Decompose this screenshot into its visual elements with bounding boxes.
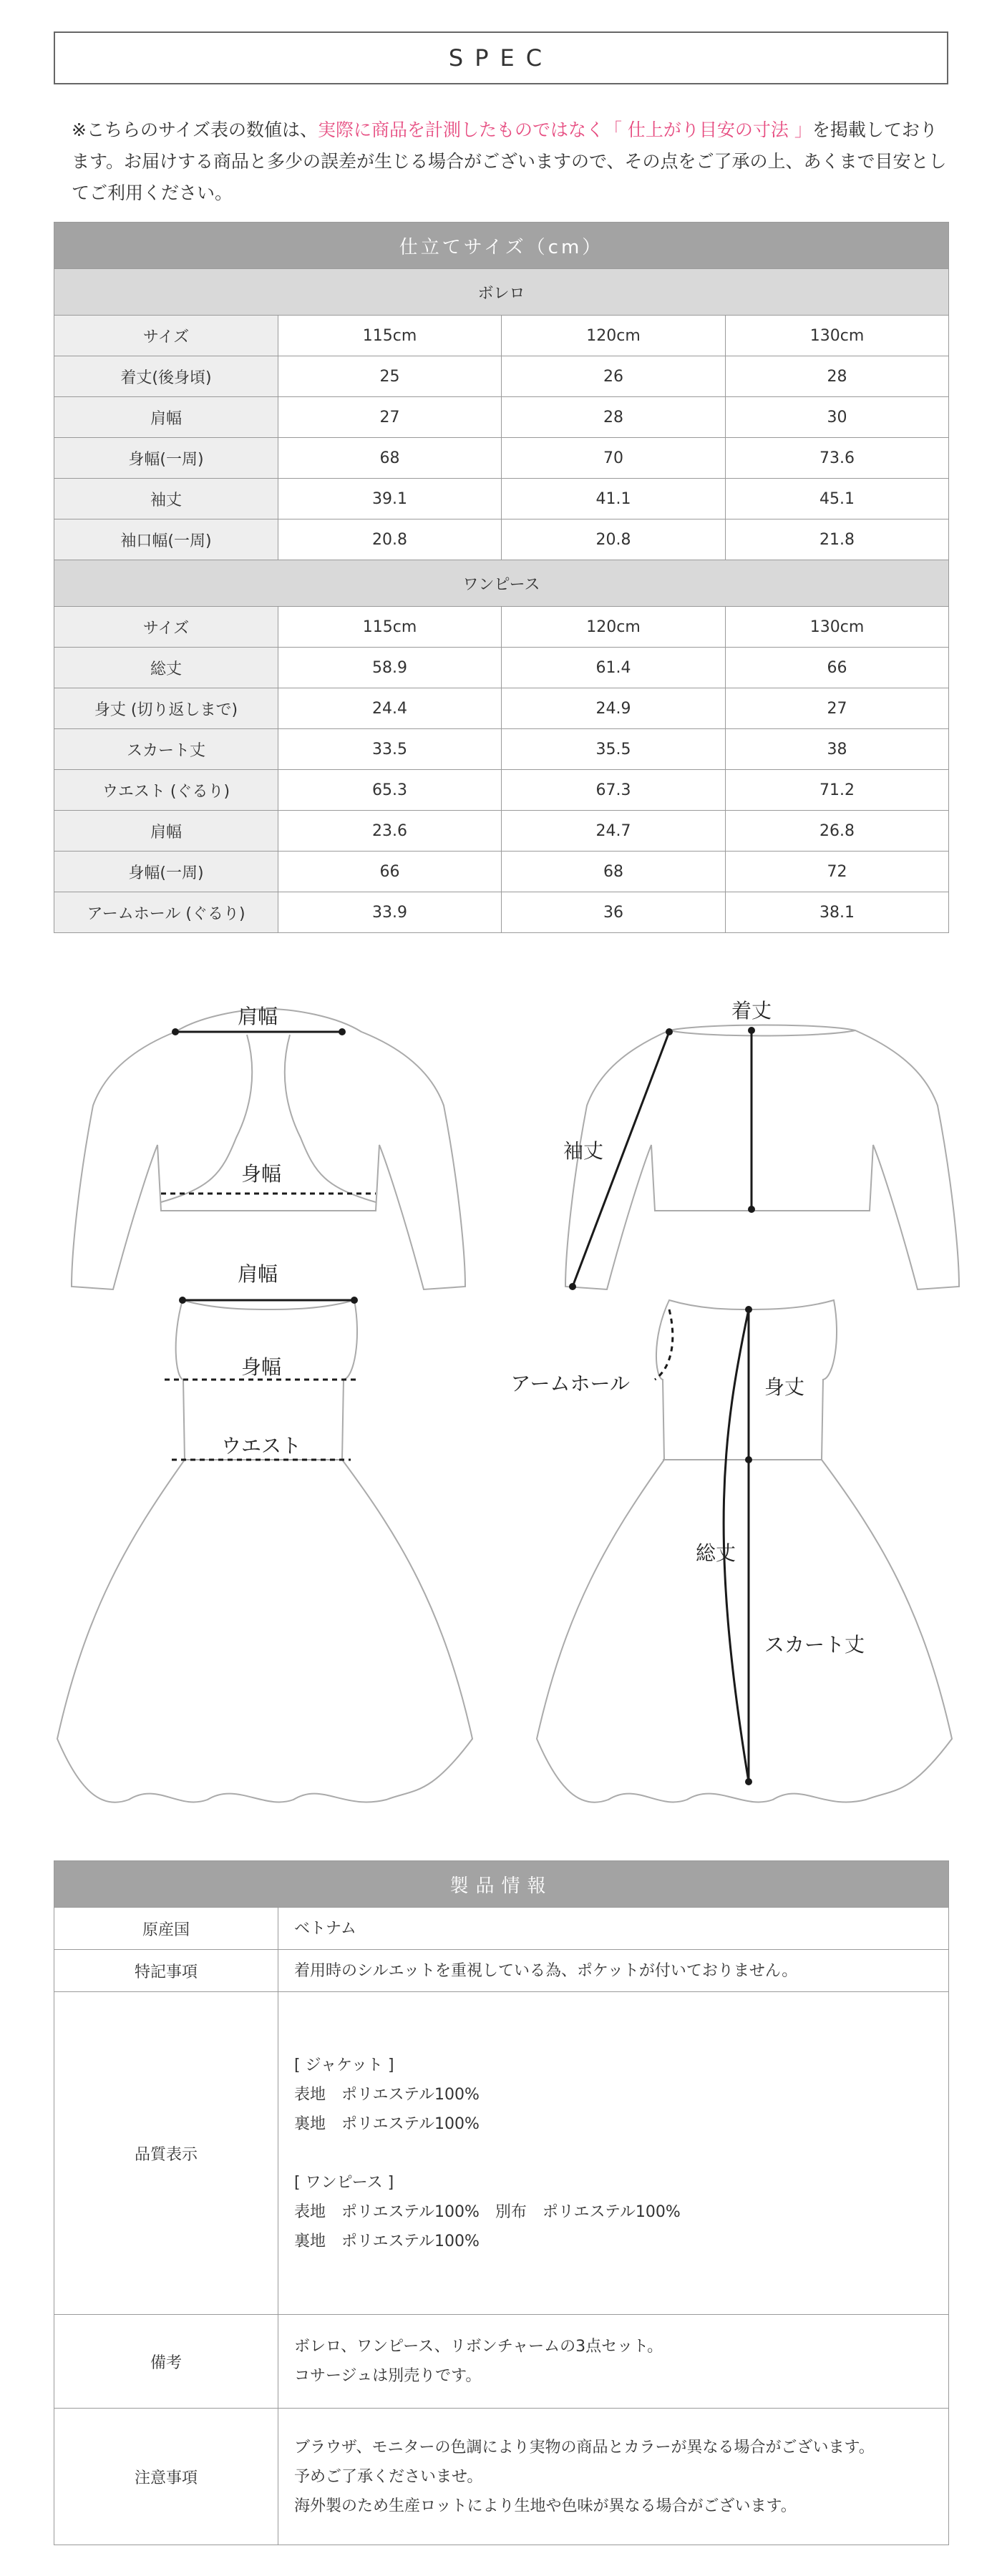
bolero-shoulder-label: 肩幅: [237, 1005, 278, 1028]
onepiece-row-label: スカート丈: [54, 729, 278, 770]
onepiece-row: [54, 729, 949, 770]
caution-row: [54, 2409, 949, 2545]
special-label: 特記事項: [54, 1950, 278, 1992]
onepiece-row: [54, 852, 949, 892]
bolero-section-title: ボレロ: [54, 269, 949, 316]
onepiece-cell: 24.7: [502, 811, 726, 852]
note-text-2: を掲載しております。お届けする商品と多少の誤差が生じる場合がございますので、その点をご了承の上、あくまで目安としてご利用ください。: [72, 119, 947, 203]
origin-label: 原産国: [54, 1908, 278, 1950]
bolero-front-neckline-right: [285, 1035, 376, 1202]
onepiece-row-label: 身丈 (切り返しまで): [54, 688, 278, 729]
remarks-row: [54, 2315, 949, 2409]
onepiece-row: [54, 811, 949, 852]
onepiece-row: [54, 648, 949, 688]
onepiece-cell: 26.8: [726, 811, 949, 852]
onepiece-cell: 66: [278, 852, 502, 892]
onepiece-cell: 58.9: [278, 648, 502, 688]
bolero-cell: 20.8: [502, 519, 726, 560]
note-text-1: ※こちらのサイズ表の数値は、: [72, 119, 318, 140]
bolero-row: [54, 438, 949, 479]
bolero-row-label: 肩幅: [54, 397, 278, 438]
caution-line: 予めご了承くださいませ。: [294, 2467, 483, 2486]
measurement-diagram: [0, 966, 1002, 1825]
bolero-size-115: 115cm: [278, 316, 502, 356]
bolero-cell: 28: [726, 356, 949, 397]
quality-dress-title: [ ワンピース ]: [294, 2173, 394, 2192]
onepiece-row: [54, 892, 949, 933]
onepiece-row-label: 身幅(一周): [54, 852, 278, 892]
onepiece-cell: 35.5: [502, 729, 726, 770]
dress-body-label: 身丈: [764, 1375, 805, 1399]
onepiece-cell: 67.3: [502, 770, 726, 811]
bolero-size-label: サイズ: [54, 316, 278, 356]
bolero-row: [54, 479, 949, 519]
onepiece-cell: 61.4: [502, 648, 726, 688]
bolero-width-label: 身幅: [240, 1162, 282, 1186]
caution-value: [278, 2409, 949, 2545]
bolero-row: [54, 519, 949, 560]
onepiece-row: [54, 770, 949, 811]
bolero-back-collar: [669, 1030, 855, 1036]
onepiece-size-130: 130cm: [726, 607, 949, 648]
bolero-cell: 25: [278, 356, 502, 397]
quality-dress-line: 裏地 ポリエステル100%: [294, 2232, 480, 2250]
onepiece-size-120: 120cm: [502, 607, 726, 648]
quality-label: 品質表示: [54, 1992, 278, 2315]
bolero-size-130: 130cm: [726, 316, 949, 356]
onepiece-cell: 33.9: [278, 892, 502, 933]
onepiece-cell: 33.5: [278, 729, 502, 770]
caution-line: 海外製のため生産ロットにより生地や色味が異なる場合がございます。: [294, 2497, 797, 2515]
bolero-back-outline: [565, 1025, 959, 1290]
onepiece-row-label: 肩幅: [54, 811, 278, 852]
spec-title: SPEC: [54, 31, 948, 84]
onepiece-cell: 23.6: [278, 811, 502, 852]
note-highlight: 実際に商品を計測したものではなく「 仕上がり目安の寸法 」: [317, 119, 812, 140]
bolero-length-label: 着丈: [731, 999, 772, 1023]
bolero-cell: 39.1: [278, 479, 502, 519]
onepiece-cell: 38: [726, 729, 949, 770]
bolero-cell: 21.8: [726, 519, 949, 560]
bolero-cell: 27: [278, 397, 502, 438]
onepiece-row-label: アームホール (ぐるり): [54, 892, 278, 933]
onepiece-size-115: 115cm: [278, 607, 502, 648]
bolero-cell: 20.8: [278, 519, 502, 560]
product-info-header: 製品情報: [54, 1861, 949, 1908]
bolero-size-row: [54, 316, 949, 356]
bolero-cell: 41.1: [502, 479, 726, 519]
quality-jacket-line: 裏地 ポリエステル100%: [294, 2114, 480, 2133]
caution-line: ブラウザ、モニターの色調により実物の商品とカラーが異なる場合がございます。: [294, 2438, 875, 2457]
bolero-cell: 30: [726, 397, 949, 438]
dress-shoulder-label: 肩幅: [237, 1262, 278, 1286]
onepiece-cell: 38.1: [726, 892, 949, 933]
bolero-cell: 68: [278, 438, 502, 479]
onepiece-cell: 24.9: [502, 688, 726, 729]
dress-total-label: 総丈: [695, 1541, 736, 1565]
onepiece-cell: 27: [726, 688, 949, 729]
origin-value: ベトナム: [278, 1908, 949, 1950]
quality-row: [54, 1992, 949, 2315]
dress-width-label: 身幅: [240, 1355, 282, 1379]
special-value: 着用時のシルエットを重視している為、ポケットが付いておりません。: [278, 1950, 949, 1992]
onepiece-section-title: ワンピース: [54, 560, 949, 607]
bolero-row-label: 袖丈: [54, 479, 278, 519]
caution-label: 注意事項: [54, 2409, 278, 2545]
onepiece-cell: 65.3: [278, 770, 502, 811]
remarks-label: 備考: [54, 2315, 278, 2409]
bolero-sleeve-label: 袖丈: [563, 1139, 604, 1163]
onepiece-row: [54, 688, 949, 729]
bolero-cell: 73.6: [726, 438, 949, 479]
special-row: [54, 1950, 949, 1992]
onepiece-row-label: ウエスト (ぐるり): [54, 770, 278, 811]
bolero-front-outline: [72, 1009, 465, 1289]
quality-dress-line: 表地 ポリエステル100% 別布 ポリエステル100%: [294, 2202, 681, 2221]
onepiece-cell: 72: [726, 852, 949, 892]
bolero-row-label: 身幅(一周): [54, 438, 278, 479]
bolero-row-label: 袖口幅(一周): [54, 519, 278, 560]
bolero-row: [54, 356, 949, 397]
bolero-row: [54, 397, 949, 438]
bolero-cell: 70: [502, 438, 726, 479]
dress-armhole-label: アームホール: [510, 1372, 630, 1395]
bolero-cell: 26: [502, 356, 726, 397]
size-table: [54, 222, 949, 933]
remarks-line: コサージュは別売りです。: [294, 2367, 482, 2385]
quality-jacket-line: 表地 ポリエステル100%: [294, 2085, 480, 2104]
remarks-value: [278, 2315, 949, 2409]
dress-skirt-label: スカート丈: [764, 1633, 865, 1657]
onepiece-cell: 71.2: [726, 770, 949, 811]
onepiece-cell: 66: [726, 648, 949, 688]
remarks-line: ボレロ、ワンピース、リボンチャームの3点セット。: [294, 2338, 663, 2356]
onepiece-cell: 68: [502, 852, 726, 892]
bolero-row-label: 着丈(後身頃): [54, 356, 278, 397]
bolero-front-neckline: [161, 1035, 252, 1202]
onepiece-size-row: [54, 607, 949, 648]
bolero-cell: 45.1: [726, 479, 949, 519]
product-info-table: [54, 1860, 949, 2545]
onepiece-cell: 24.4: [278, 688, 502, 729]
quality-jacket-title: [ ジャケット ]: [294, 2056, 394, 2074]
dress-waist-label: ウエスト: [220, 1434, 302, 1458]
quality-value: [278, 1992, 949, 2315]
bolero-cell: 28: [502, 397, 726, 438]
onepiece-cell: 36: [502, 892, 726, 933]
origin-row: [54, 1908, 949, 1950]
onepiece-size-label: サイズ: [54, 607, 278, 648]
bolero-size-120: 120cm: [502, 316, 726, 356]
size-note: [72, 114, 952, 209]
size-table-header: 仕立てサイズ（cm）: [54, 223, 949, 269]
onepiece-row-label: 総丈: [54, 648, 278, 688]
